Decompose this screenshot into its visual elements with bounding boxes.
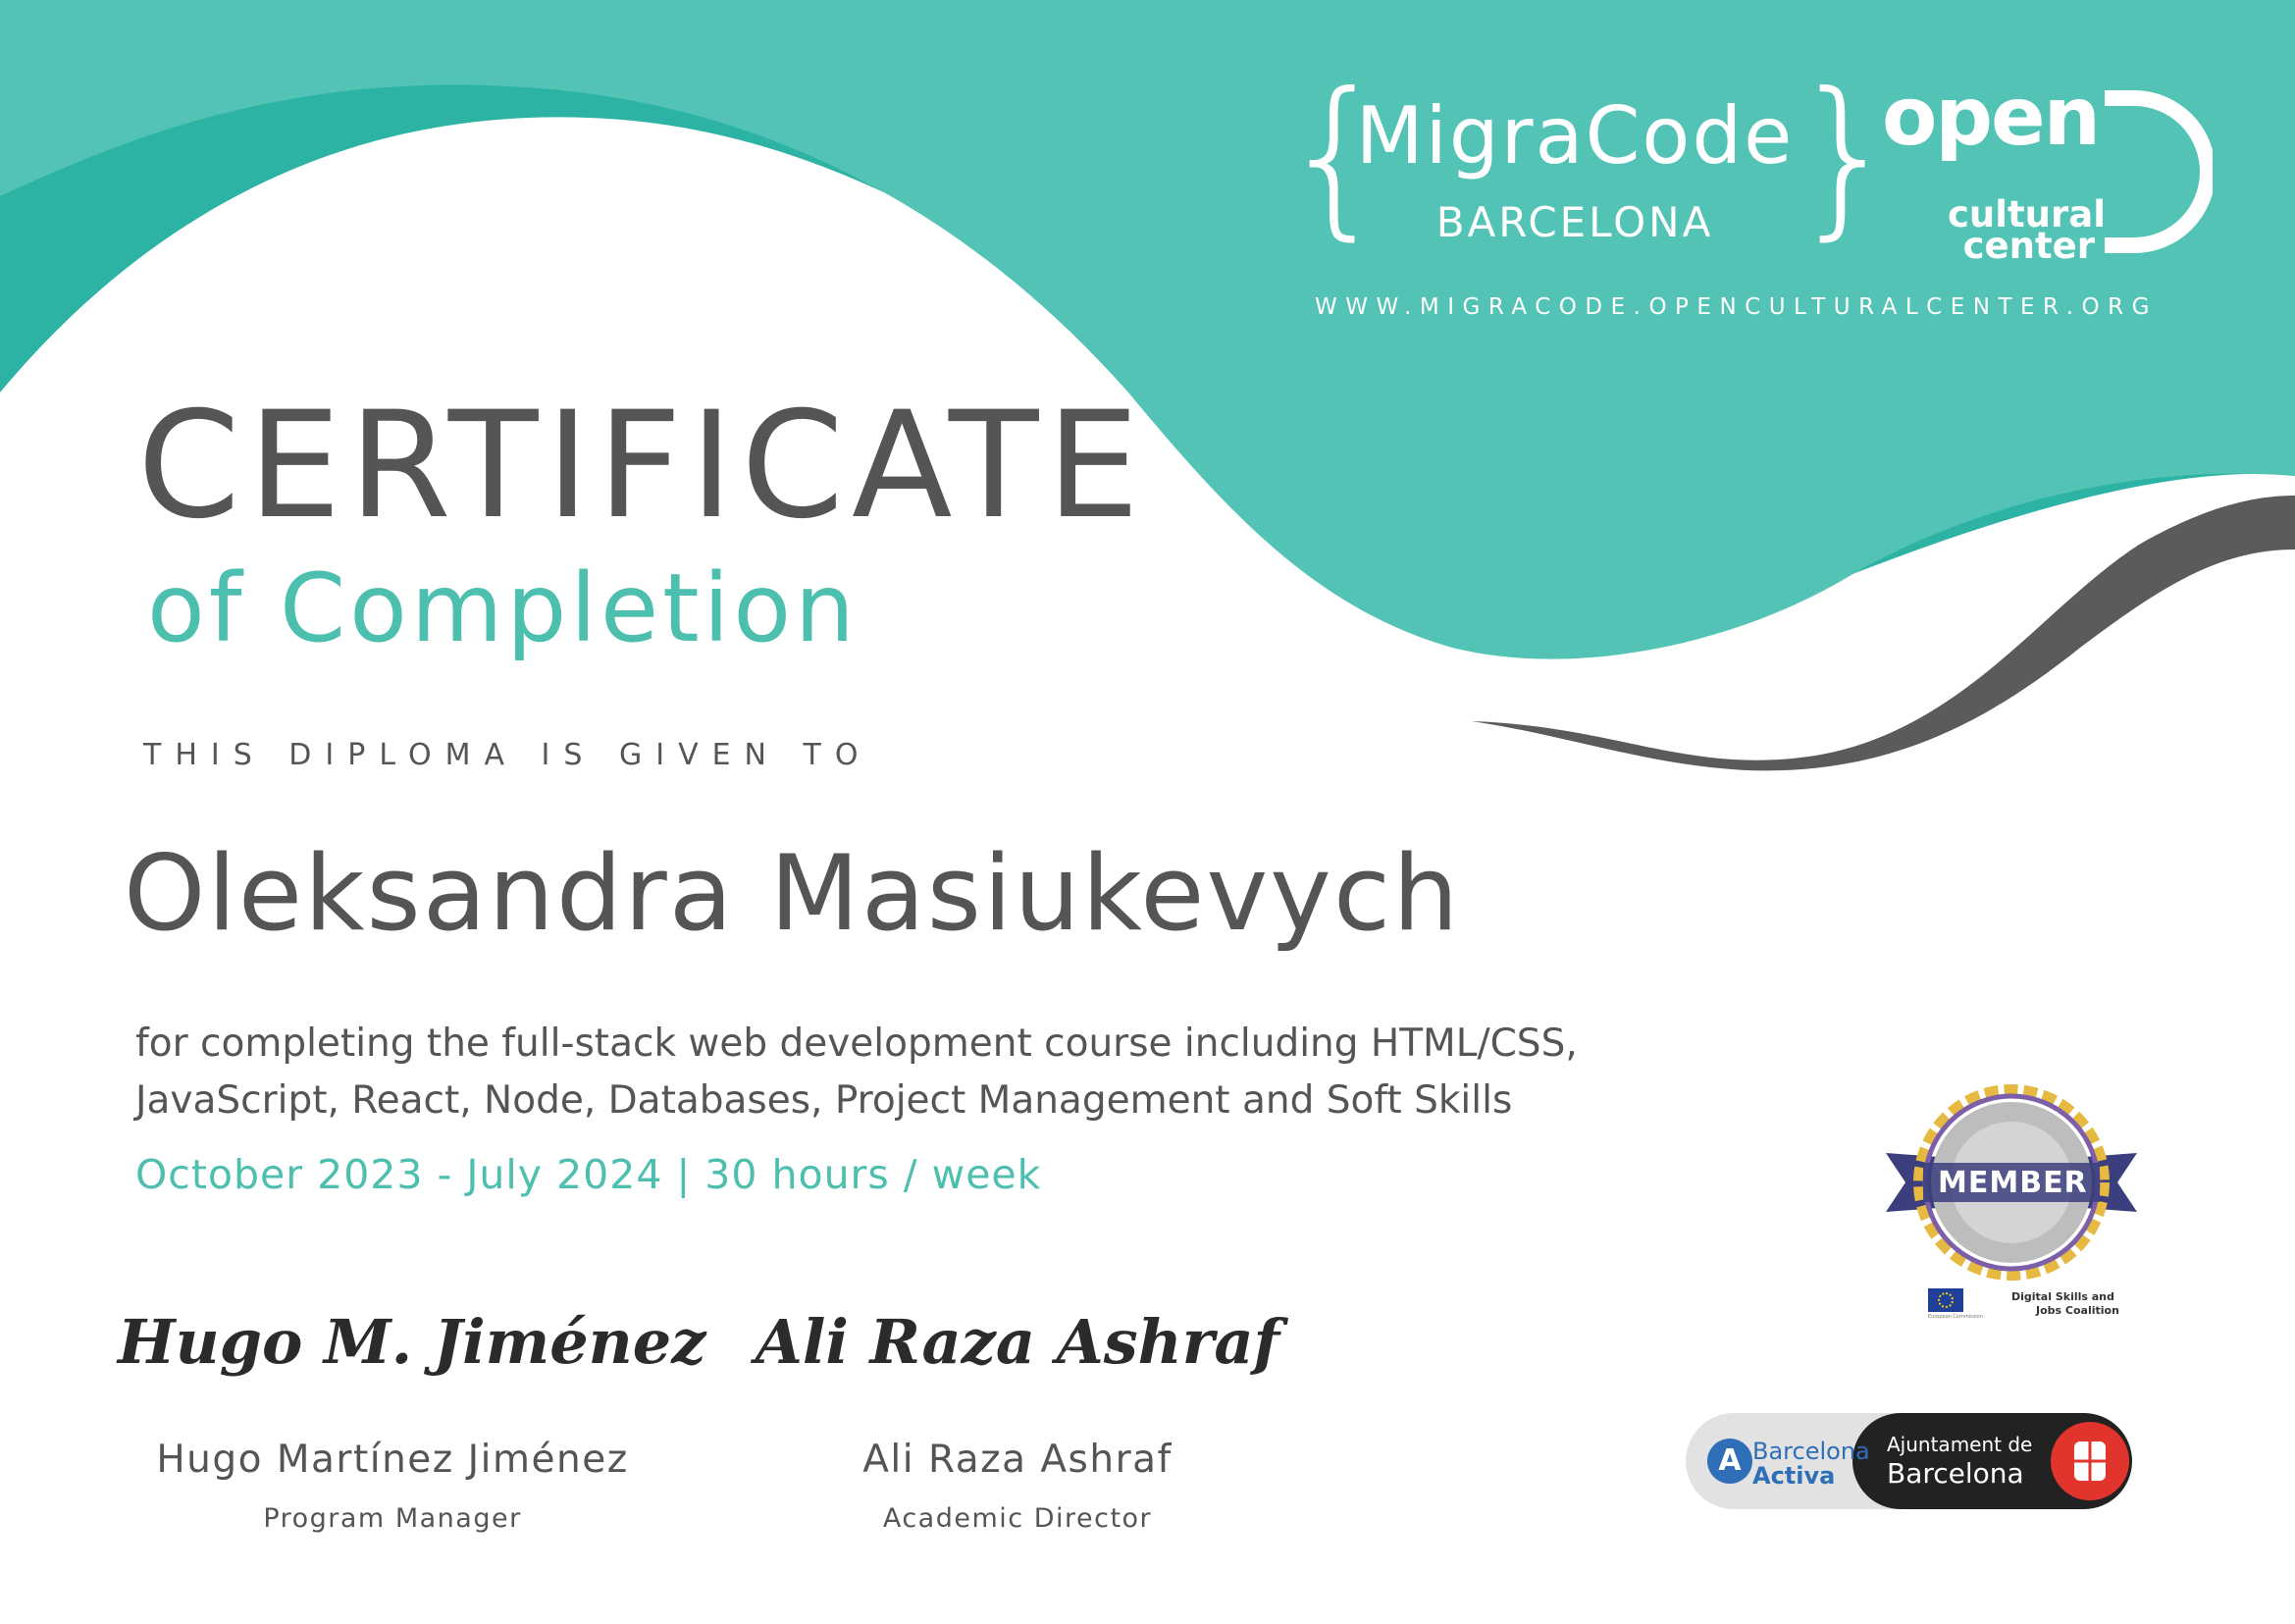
migracode-name: MigraCode [1355, 90, 1795, 182]
website-url: WWW.MIGRACODE.OPENCULTURALCENTER.ORG [1315, 294, 2158, 320]
migracode-city: BARCELONA [1435, 198, 1714, 246]
handwritten-signature: Hugo M. Jiménez [118, 1306, 706, 1378]
coalition-text-line2: Jobs Coalition [2036, 1304, 2119, 1317]
open-cultural-center-logo [1879, 71, 2203, 275]
barcelona-crest-icon [2051, 1422, 2129, 1500]
oc-cultural-text: cultural [1948, 193, 2106, 236]
coalition-text-line1: Digital Skills and [2011, 1290, 2114, 1303]
signature-block-program-manager [118, 1295, 706, 1534]
oc-open-text: open [1882, 71, 2100, 164]
oc-center-text: center [1962, 225, 2095, 267]
signatory-name: Ali Raza Ashraf [862, 1438, 1173, 1482]
handwritten-signature: Ali Raza Ashraf [755, 1306, 1280, 1378]
given-to-label: THIS DIPLOMA IS GIVEN TO [143, 738, 872, 772]
signatory-role: Program Manager [263, 1503, 522, 1534]
left-brace-icon: { [1280, 57, 1390, 256]
ajuntament-line1: Ajuntament de [1887, 1433, 2033, 1456]
right-brace-icon: } [1791, 57, 1901, 256]
certificate-subtitle: of Completion [147, 553, 859, 663]
migracode-logo [1280, 57, 1901, 256]
barcelona-activa-line2: Activa [1752, 1462, 1836, 1490]
signature-block-academic-director [743, 1295, 1292, 1534]
signatory-name: Hugo Martínez Jiménez [156, 1438, 629, 1482]
eu-text: European Commission [1928, 1314, 1983, 1320]
badge-label: MEMBER [1938, 1166, 2088, 1200]
course-description: for completing the full-stack web development course including HTML/CSS, JavaScript, React, Node, Databases, Project Management and Soft Skills [135, 1022, 1578, 1123]
eu-flag-icon [1928, 1288, 1963, 1312]
barcelona-activa-line1: Barcelona [1752, 1438, 1870, 1465]
certificate-title: CERTIFICATE [137, 381, 1148, 551]
ajuntament-line2: Barcelona [1887, 1457, 2024, 1490]
signatory-role: Academic Director [882, 1503, 1153, 1534]
barcelona-activa-icon: A [1707, 1439, 1752, 1484]
oc-d-shape-icon [2095, 88, 2213, 255]
recipient-name: Oleksandra Masiukevych [124, 833, 1461, 954]
barcelona-partner-logo [1686, 1413, 2132, 1509]
course-dates: October 2023 - July 2024 | 30 hours / week [135, 1151, 1042, 1198]
